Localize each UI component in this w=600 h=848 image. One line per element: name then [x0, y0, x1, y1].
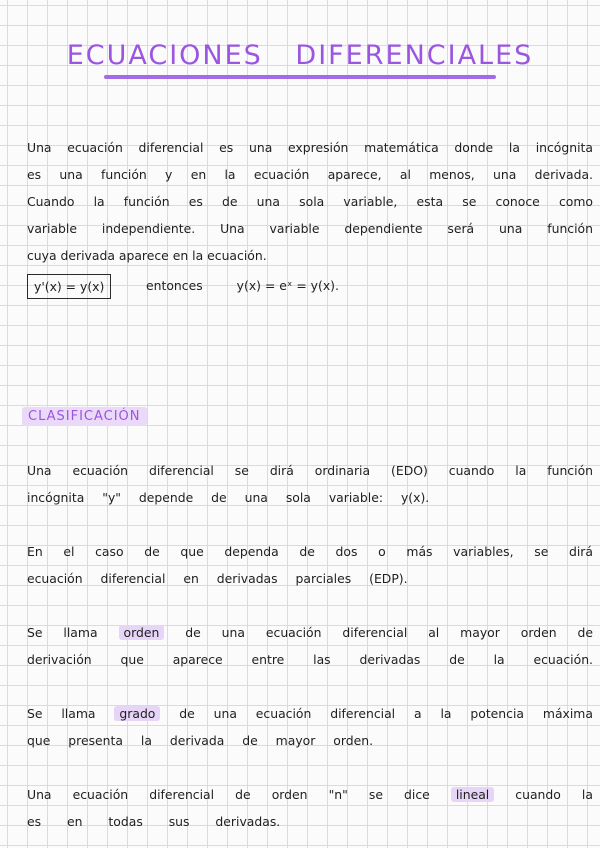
definition-orden-line-2: derivación que aparece entre las derivadas de la ecuación.	[27, 652, 593, 667]
intro-line: variable independiente. Una variable dependiente será una función	[27, 221, 593, 236]
intro-line: Cuando la función es de una sola variable, esta se conoce como	[27, 194, 593, 209]
classification-line: En el caso de que dependa de dos o más variables, se dirá	[27, 544, 593, 559]
example-solution: y(x) = eˣ = y(x).	[236, 278, 339, 293]
definition-tail: de una ecuación diferencial a la potencia máxima	[179, 706, 593, 721]
intro-line: es una función y en la ecuación aparece, al menos, una derivada.	[27, 167, 593, 182]
highlight-lineal: lineal	[451, 787, 494, 802]
definition-lineal-line-2: es en todas sus derivadas.	[27, 814, 281, 829]
definition-tail: de una ecuación diferencial al mayor orden de	[185, 625, 593, 640]
page-title: ECUACIONES DIFERENCIALES	[66, 40, 534, 71]
highlight-grado: grado	[114, 706, 160, 721]
classification-line: Una ecuación diferencial se dirá ordinaria (EDO) cuando la función	[27, 463, 593, 478]
classification-line: incógnita "y" depende de una sola variable: y(x).	[27, 490, 430, 505]
section-heading: CLASIFICACIÓN	[22, 407, 147, 426]
intro-line: cuya derivada aparece en la ecuación.	[27, 248, 267, 263]
example-connector: entonces	[146, 278, 203, 293]
definition-grado-line	[27, 706, 593, 722]
definition-grado-line-2: que presenta la derivada de mayor orden.	[27, 733, 374, 748]
intro-line: Una ecuación diferencial es una expresión matemática donde la incógnita	[27, 140, 593, 155]
classification-line: ecuación diferencial en derivadas parciales (EDP).	[27, 571, 408, 586]
definition-lead: Se llama	[27, 706, 96, 721]
highlight-orden: orden	[119, 625, 165, 640]
definition-lineal-line	[27, 787, 593, 803]
definition-tail: cuando la	[515, 787, 593, 802]
example-solution-row	[146, 274, 339, 297]
definition-orden-line	[27, 625, 593, 641]
title-underline	[104, 75, 496, 79]
example-equation-box: y'(x) = y(x)	[27, 274, 111, 299]
definition-lead: Una ecuación diferencial de orden "n" se dice	[27, 787, 430, 802]
definition-lead: Se llama	[27, 625, 98, 640]
